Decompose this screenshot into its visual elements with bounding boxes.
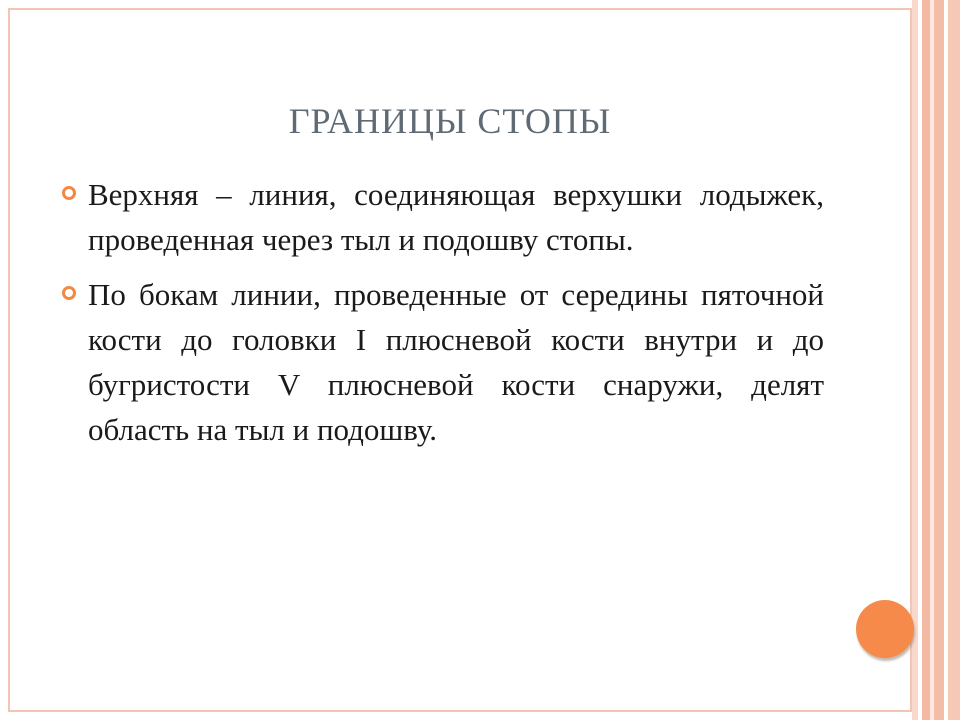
bullet-item-upper-border: [62, 172, 824, 262]
decorative-stripes: [912, 0, 960, 720]
bullet-text: По бокам линии, проведенные от середины пяточной кости до головки I плюсневой кости внутри и до бугристости V плюсневой кости снаружи, делят область на тыл и подошву.: [88, 277, 824, 447]
slide-title: ГРАНИЦЫ СТОПЫ: [288, 101, 612, 141]
circle-bullet-icon: [62, 186, 76, 200]
bullet-list: [62, 172, 824, 462]
decorative-circle-icon: [856, 600, 914, 658]
bullet-text: Верхняя – линия, соединяющая верхушки лодыжек, проведенная через тыл и подошву стопы.: [88, 177, 824, 257]
circle-bullet-icon: [62, 286, 76, 300]
bullet-item-side-borders: [62, 272, 824, 452]
